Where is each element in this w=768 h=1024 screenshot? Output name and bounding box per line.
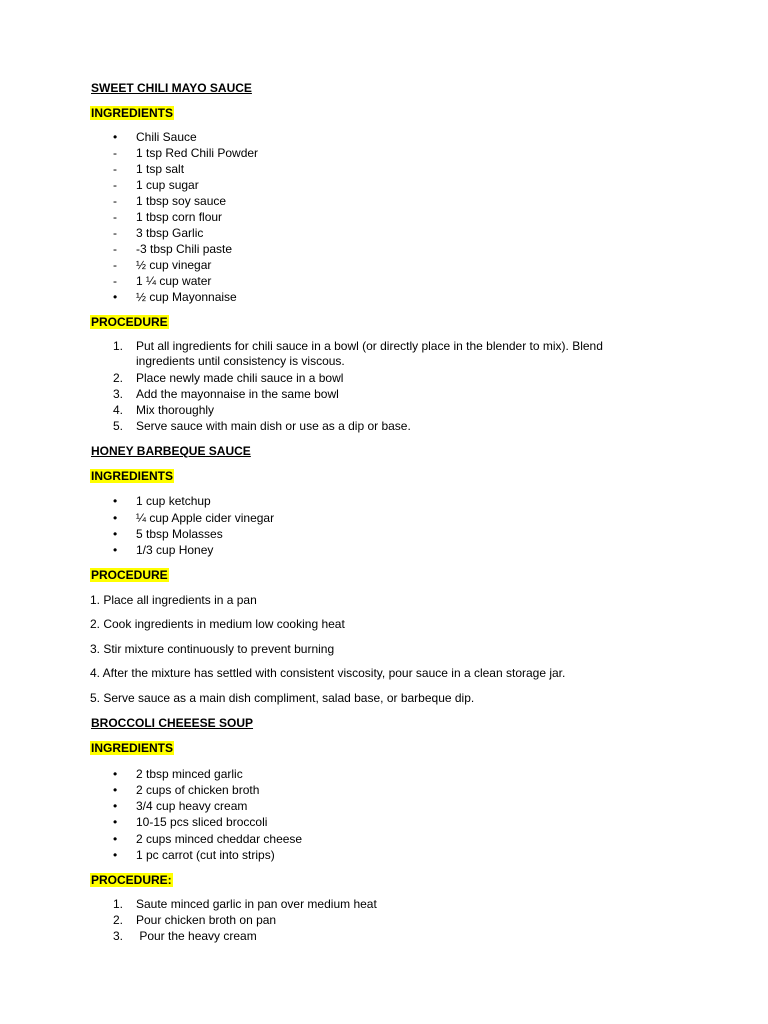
list-item: 5 tbsp Molasses: [136, 527, 223, 541]
list-marker: •: [113, 783, 118, 797]
list-marker: -: [113, 210, 117, 224]
step-text: Saute minced garlic in pan over medium heat: [136, 897, 377, 911]
list-marker: •: [113, 815, 118, 829]
list-item: 2 cups of chicken broth: [136, 783, 260, 797]
list-marker: -: [113, 146, 117, 160]
step-text: Serve sauce with main dish or use as a dip or base.: [136, 419, 411, 433]
list-marker: •: [113, 767, 118, 781]
list-item: 1/3 cup Honey: [136, 543, 214, 557]
list-marker: •: [113, 511, 118, 525]
step-text: Pour chicken broth on pan: [136, 913, 277, 927]
list-item: Chili Sauce: [136, 130, 197, 144]
step-number: 1.: [113, 339, 124, 353]
step-text: Add the mayonnaise in the same bowl: [136, 387, 339, 401]
step-number: 3.: [113, 929, 124, 943]
recipe-title-sweet-chili-mayo: SWEET CHILI MAYO SAUCE: [91, 81, 252, 95]
step-number: 1.: [113, 897, 124, 911]
step-number: 3.: [113, 387, 124, 401]
ingredients-heading: INGREDIENTS: [91, 469, 174, 483]
step-text: 4. After the mixture has settled with consistent viscosity, pour sauce in a clean storage jar.: [90, 666, 566, 680]
list-item: ½ cup Mayonnaise: [136, 290, 237, 304]
list-item: ¼ cup Apple cider vinegar: [136, 511, 275, 525]
list-item: 1 tbsp soy sauce: [136, 194, 227, 208]
list-marker: -: [113, 226, 117, 240]
list-marker: -: [113, 162, 117, 176]
procedure-heading: PROCEDURE:: [91, 873, 172, 887]
step-text: Mix thoroughly: [136, 403, 215, 417]
list-item: 3/4 cup heavy cream: [136, 799, 248, 813]
list-item: 2 cups minced cheddar cheese: [136, 832, 303, 846]
ingredients-heading: INGREDIENTS: [91, 741, 174, 755]
step-text: 1. Place all ingredients in a pan: [90, 593, 257, 607]
list-marker: •: [113, 848, 118, 862]
list-item: 1 tbsp corn flour: [136, 210, 223, 224]
step-number: 5.: [113, 419, 124, 433]
list-marker: •: [113, 799, 118, 813]
recipe-title-honey-barbeque: HONEY BARBEQUE SAUCE: [91, 444, 251, 458]
list-marker: -: [113, 274, 117, 288]
list-item: 1 tsp Red Chili Powder: [136, 146, 259, 160]
list-item: ½ cup vinegar: [136, 258, 212, 272]
step-text: 5. Serve sauce as a main dish compliment, salad base, or barbeque dip.: [90, 691, 475, 705]
list-item: 2 tbsp minced garlic: [136, 767, 243, 781]
step-number: 4.: [113, 403, 124, 417]
list-marker: •: [113, 832, 118, 846]
step-number: 2.: [113, 913, 124, 927]
list-marker: •: [113, 543, 118, 557]
list-item: 1 cup ketchup: [136, 494, 211, 508]
procedure-heading: PROCEDURE: [91, 568, 168, 582]
step-number: 2.: [113, 371, 124, 385]
list-item: 10-15 pcs sliced broccoli: [136, 815, 268, 829]
list-item: 3 tbsp Garlic: [136, 226, 204, 240]
list-item: 1 pc carrot (cut into strips): [136, 848, 275, 862]
step-text: 3. Stir mixture continuously to prevent burning: [90, 642, 335, 656]
list-marker: •: [113, 130, 118, 144]
list-item: 1 tsp salt: [136, 162, 185, 176]
list-item: 1 ¼ cup water: [136, 274, 212, 288]
ingredients-heading: INGREDIENTS: [91, 106, 174, 120]
recipe-title-broccoli-cheese-soup: BROCCOLI CHEEESE SOUP: [91, 716, 254, 730]
step-text: Pour the heavy cream: [136, 929, 257, 943]
list-marker: -: [113, 258, 117, 272]
list-marker: •: [113, 494, 118, 508]
list-item: -3 tbsp Chili paste: [136, 242, 233, 256]
procedure-heading: PROCEDURE: [91, 315, 168, 329]
list-item: 1 cup sugar: [136, 178, 199, 192]
step-text: Put all ingredients for chili sauce in a bowl (or directly place in the blender to mix). Blend: [136, 339, 603, 353]
step-text-continued: ingredients until consistency is viscous.: [136, 354, 345, 368]
step-text: Place newly made chili sauce in a bowl: [136, 371, 344, 385]
list-marker: •: [113, 527, 118, 541]
list-marker: -: [113, 242, 117, 256]
list-marker: -: [113, 178, 117, 192]
step-text: 2. Cook ingredients in medium low cooking heat: [90, 617, 345, 631]
list-marker: •: [113, 290, 118, 304]
list-marker: -: [113, 194, 117, 208]
